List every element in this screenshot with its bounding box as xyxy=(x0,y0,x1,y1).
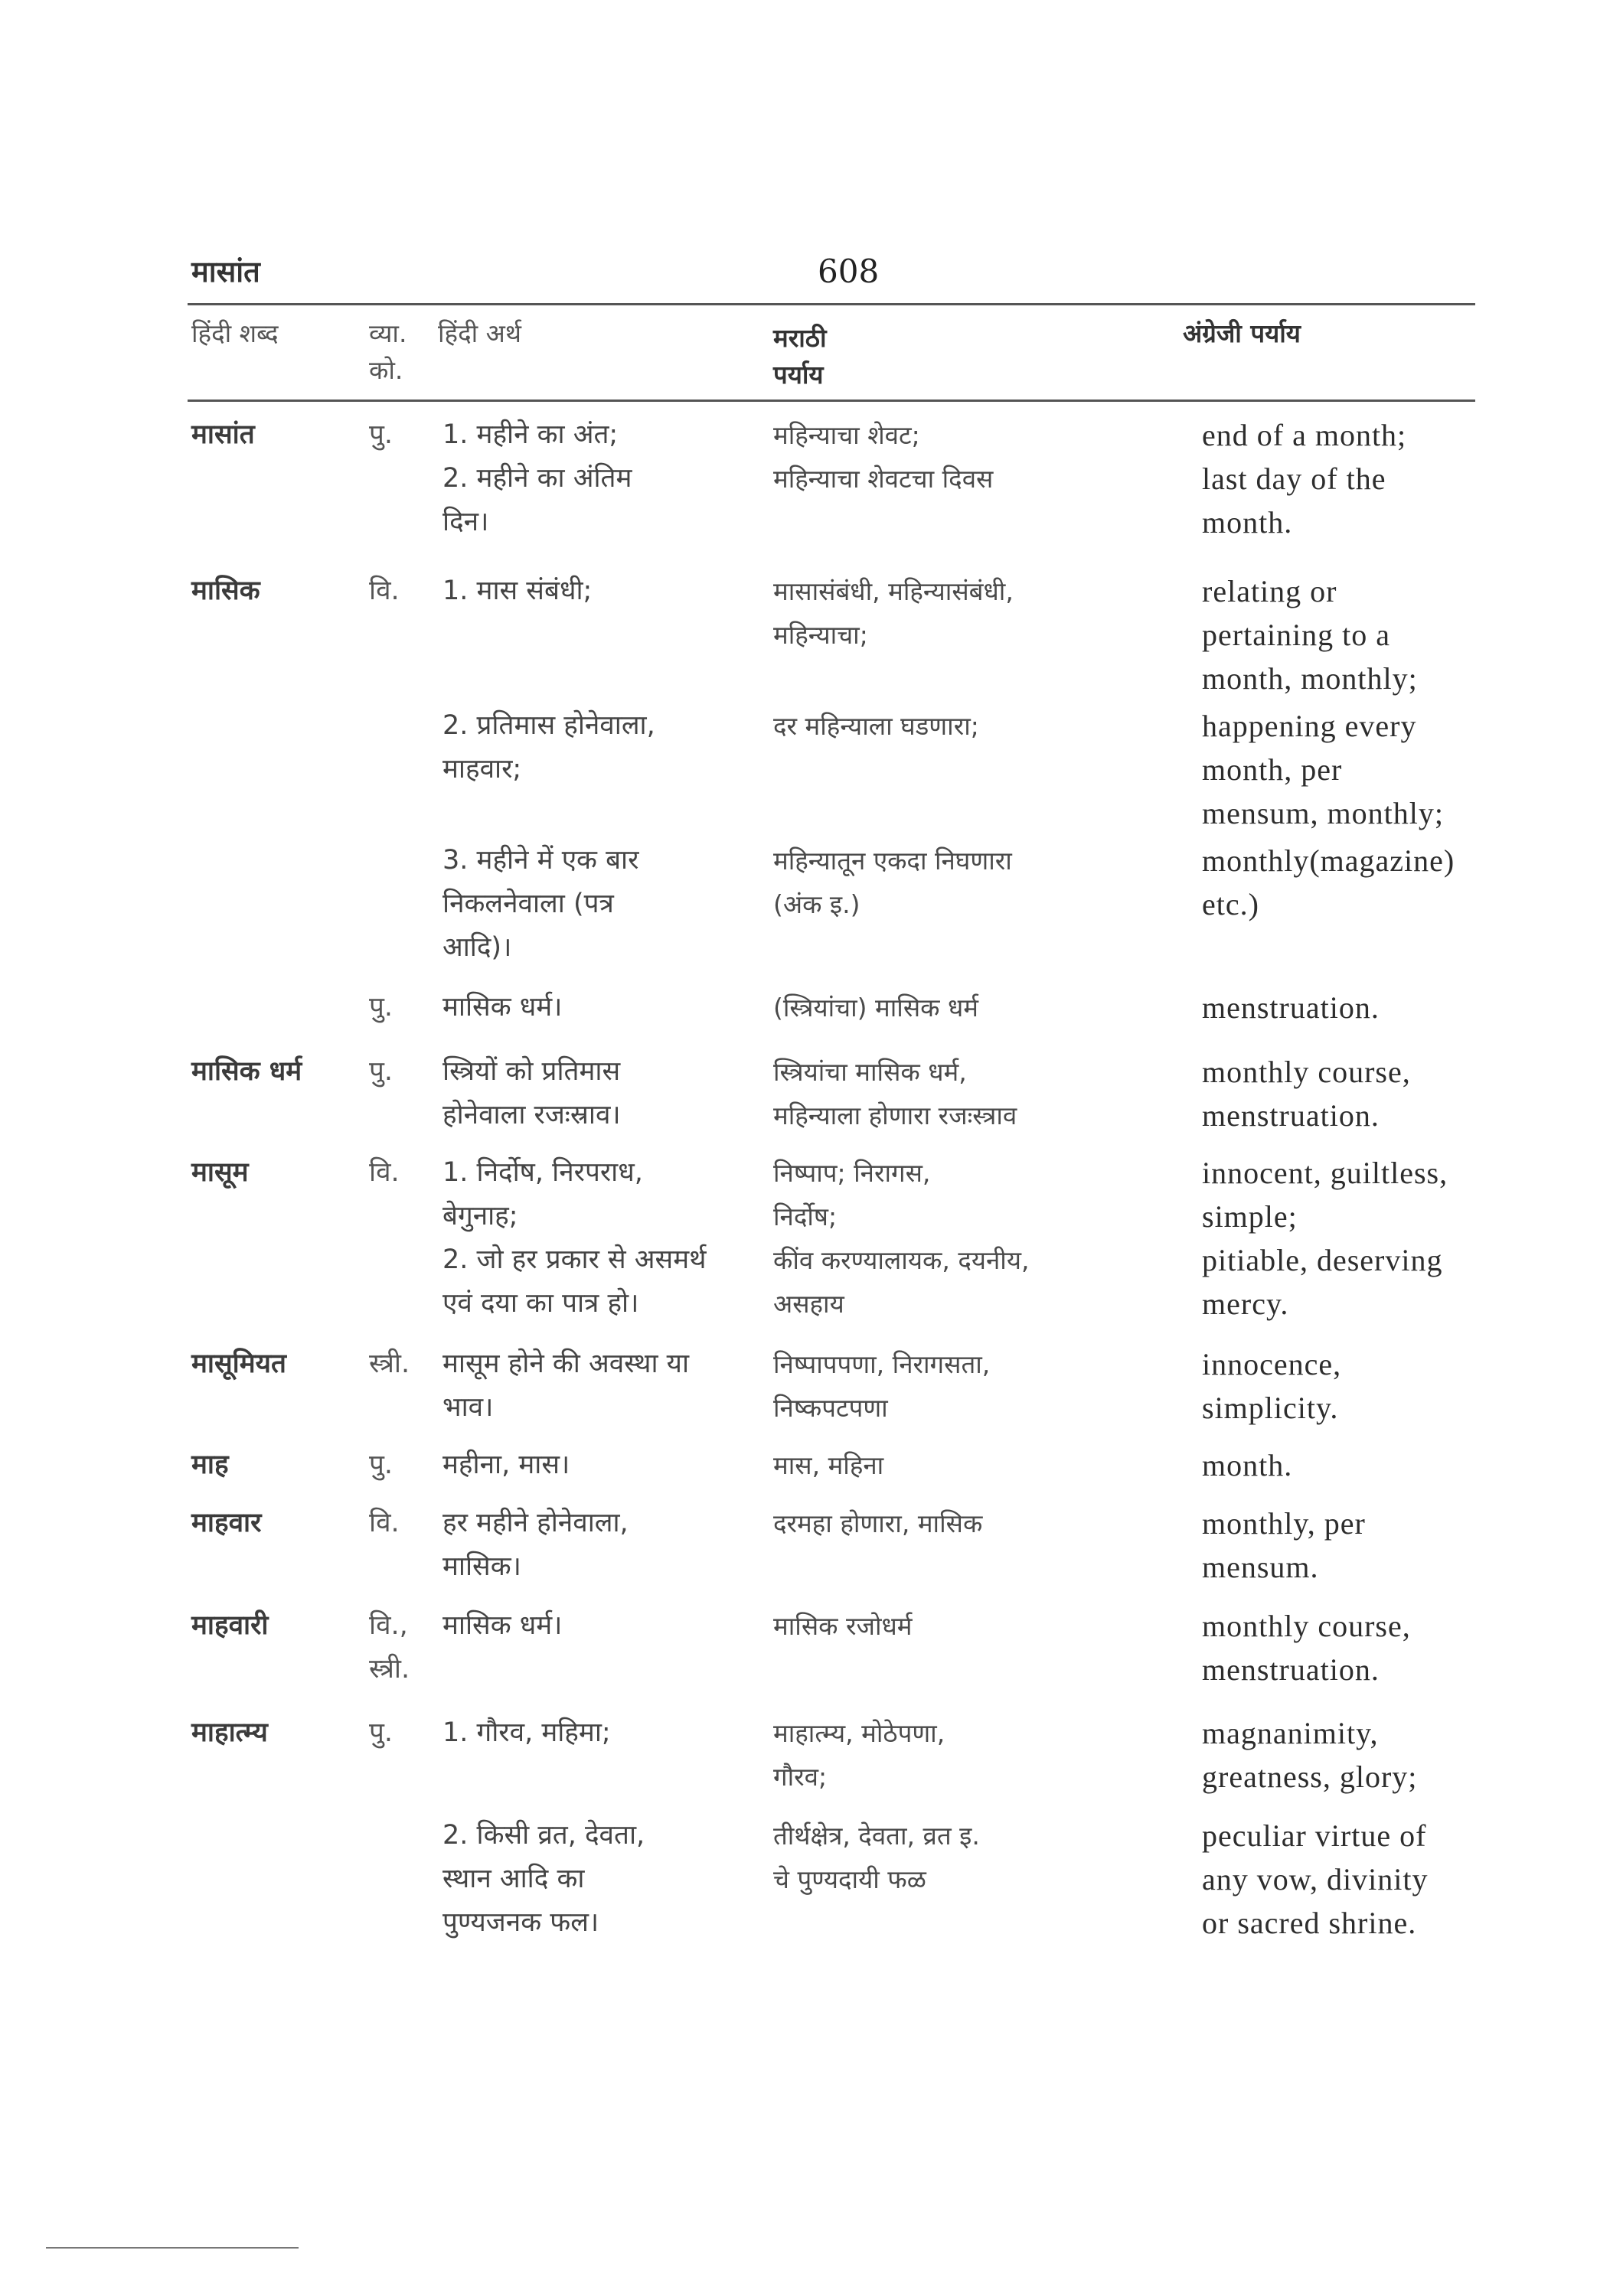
entry-row xyxy=(0,986,1623,1039)
entry-row xyxy=(0,1604,1623,1701)
header-top-rule xyxy=(188,303,1475,305)
entry-row xyxy=(0,704,1623,828)
headword: माहवार xyxy=(191,1508,262,1538)
english-equivalent: end of a month; last day of the month. xyxy=(1202,418,1407,540)
english-equivalent: monthly(magazine) etc.) xyxy=(1202,843,1455,921)
hindi-meaning: मासिक धर्म। xyxy=(442,1610,563,1641)
english-equivalent: magnanimity, greatness, glory; xyxy=(1202,1716,1418,1794)
marathi-equivalent: निष्पाप; निरागस, निर्दोष; कींव करण्यालायक, दयनीय, असहाय xyxy=(773,1158,1030,1319)
marathi-equivalent: माहात्म्य, मोठेपणा, गौरव; xyxy=(773,1718,945,1792)
grammar-label: पु. xyxy=(369,1450,394,1480)
grammar-label: पु. xyxy=(369,1717,394,1748)
marathi-equivalent: मास, महिना xyxy=(773,1450,884,1480)
hindi-meaning: 1. महीने का अंत; 2. महीने का अंतिम दिन। xyxy=(442,419,632,537)
headword: मासूमियत xyxy=(191,1349,286,1379)
hindi-meaning: हर महीने होनेवाला, मासिक। xyxy=(442,1508,629,1582)
hindi-meaning: 1. गौरव, महिमा; xyxy=(442,1717,611,1748)
headword: माहात्म्य xyxy=(191,1717,268,1748)
marathi-equivalent: मासिक रजोधर्म xyxy=(773,1611,913,1641)
hindi-meaning: 1. मास संबंधी; xyxy=(442,576,593,606)
marathi-equivalent: दर महिन्याला घडणारा; xyxy=(773,711,979,741)
hindi-meaning: स्त्रियों को प्रतिमास होनेवाला रजःस्राव। xyxy=(442,1056,621,1130)
footer-rule xyxy=(46,2247,299,2249)
marathi-equivalent: स्त्रियांचा मासिक धर्म, महिन्याला होणारा रजःस्त्राव xyxy=(773,1057,1017,1130)
grammar-label: पु. xyxy=(369,419,394,450)
marathi-equivalent: महिन्यातून एकदा निघणारा (अंक इ.) xyxy=(773,846,1012,919)
english-equivalent: happening every month, per mensum, monthly; xyxy=(1202,709,1444,830)
grammar-label: वि. xyxy=(369,1508,400,1538)
hindi-meaning: 2. प्रतिमास होनेवाला, माहवार; xyxy=(442,710,655,784)
english-equivalent: monthly course, menstruation. xyxy=(1202,1609,1411,1687)
english-equivalent: menstruation. xyxy=(1202,990,1380,1025)
entry-row xyxy=(0,1342,1623,1433)
entries-table xyxy=(0,413,1623,1961)
headword: मासिक धर्म xyxy=(191,1056,302,1087)
column-header-marathi: मराठी पर्याय xyxy=(773,323,827,390)
hindi-meaning: 2. किसी व्रत, देवता, स्थान आदि का पुण्यजनक फल। xyxy=(442,1820,645,1938)
entry-row xyxy=(0,1443,1623,1491)
hindi-meaning: 1. निर्दोष, निरपराध, बेगुनाह; 2. जो हर प्रकार से असमर्थ एवं दया का पात्र हो। xyxy=(442,1157,707,1319)
column-header-english: अंग्रेजी पर्याय xyxy=(1183,318,1301,348)
grammar-label: वि., स्त्री. xyxy=(369,1610,410,1684)
running-head: मासांत xyxy=(191,255,260,289)
grammar-label: पु. xyxy=(369,1056,394,1087)
headword: मासूम xyxy=(191,1157,249,1188)
headword: माहवारी xyxy=(191,1610,269,1641)
headword: मासिक xyxy=(191,576,260,606)
english-equivalent: monthly, per mensum. xyxy=(1202,1506,1366,1584)
column-header-grammar: व्या. को. xyxy=(369,318,407,385)
english-equivalent: month. xyxy=(1202,1448,1293,1482)
english-equivalent: peculiar virtue of any vow, divinity or sacred shrine. xyxy=(1202,1818,1429,1940)
headword: मासांत xyxy=(191,419,255,450)
marathi-equivalent: महिन्याचा शेवट; महिन्याचा शेवटचा दिवस xyxy=(773,420,994,494)
header-bottom-rule xyxy=(188,400,1475,402)
marathi-equivalent: (स्त्रियांचा) मासिक धर्म xyxy=(773,993,979,1022)
entry-row xyxy=(0,1502,1623,1593)
english-equivalent: innocence, simplicity. xyxy=(1202,1347,1342,1425)
headword: माह xyxy=(191,1450,229,1480)
column-header-hindi-meaning: हिंदी अर्थ xyxy=(438,318,521,348)
entry-row xyxy=(0,1814,1623,1950)
marathi-equivalent: दरमहा होणारा, मासिक xyxy=(773,1508,983,1538)
hindi-meaning: 3. महीने में एक बार निकलनेवाला (पत्र आदि)। xyxy=(442,845,639,963)
marathi-equivalent: निष्पापपणा, निरागसता, निष्कपटपणा xyxy=(773,1349,991,1423)
hindi-meaning: मासिक धर्म। xyxy=(442,992,563,1022)
grammar-label: स्त्री. xyxy=(369,1349,410,1379)
entry-row xyxy=(0,569,1623,696)
marathi-equivalent: तीर्थक्षेत्र, देवता, व्रत इ. चे पुण्यदायी फळ xyxy=(773,1821,980,1894)
entry-row xyxy=(0,1050,1623,1140)
hindi-meaning: महीना, मास। xyxy=(442,1450,570,1480)
column-header-hindi-word: हिंदी शब्द xyxy=(191,318,279,348)
english-equivalent: innocent, guiltless, simple; pitiable, deserving mercy. xyxy=(1202,1156,1448,1321)
entry-row xyxy=(0,1151,1623,1332)
grammar-label: वि. xyxy=(369,576,400,606)
english-equivalent: relating or pertaining to a month, monthly; xyxy=(1202,574,1418,696)
marathi-equivalent: मासासंबंधी, महिन्यासंबंधी, महिन्याचा; xyxy=(773,576,1014,650)
english-equivalent: monthly course, menstruation. xyxy=(1202,1055,1411,1133)
page-number: 608 xyxy=(818,253,880,290)
entry-row xyxy=(0,1711,1623,1803)
grammar-label: वि. xyxy=(369,1157,400,1188)
entry-row xyxy=(0,413,1623,559)
hindi-meaning: मासूम होने की अवस्था या भाव। xyxy=(442,1349,690,1423)
grammar-label: पु. xyxy=(369,992,394,1022)
entry-row xyxy=(0,839,1623,975)
